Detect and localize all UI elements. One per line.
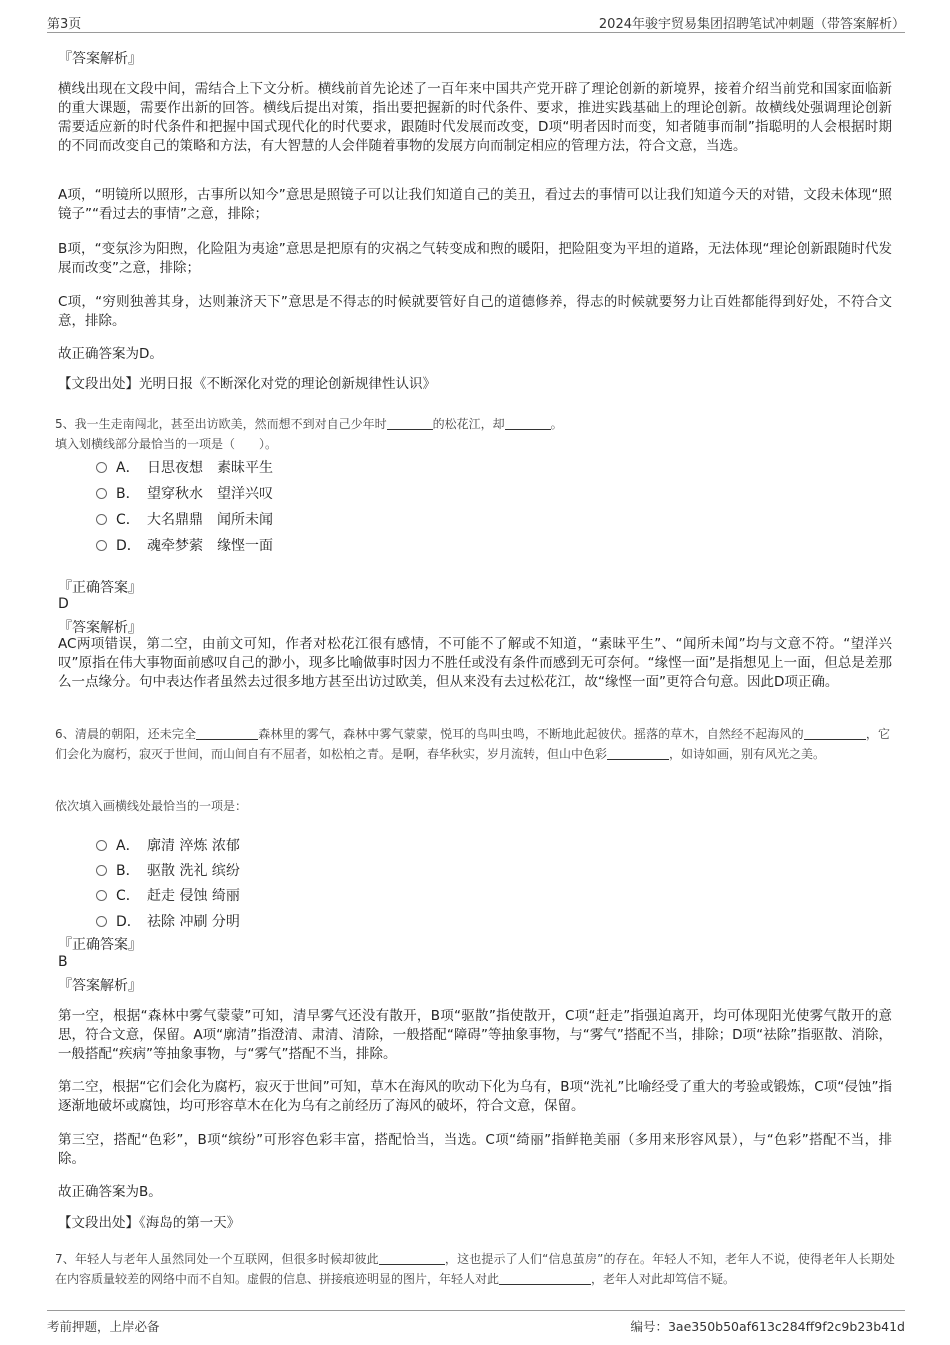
q6-answer-title: 『正确答案』 xyxy=(58,937,142,953)
radio-icon[interactable] xyxy=(96,462,107,473)
option-letter: A． xyxy=(116,460,140,476)
q6-option-b[interactable] xyxy=(96,860,240,880)
option-text: 赶走 侵蚀 绮丽 xyxy=(147,888,240,904)
option-text: 望穿秋水 望洋兴叹 xyxy=(147,486,273,502)
q7-blank-1 xyxy=(379,1252,445,1265)
option-text: 驱散 洗礼 缤纷 xyxy=(147,863,240,879)
q7-stem xyxy=(55,1249,895,1289)
q6-answer: B xyxy=(58,954,68,970)
radio-icon[interactable] xyxy=(96,865,107,876)
q7-stem-part-2: ，这也提示了人们“信息茧房”的存在。年轻人不知，老年人不说，使得 xyxy=(444,1252,823,1266)
q6-stem-part-1: 6、清晨的朝阳，还未完全 xyxy=(55,727,197,741)
q6-option-c[interactable] xyxy=(96,885,240,905)
q6-stem-part-4: ，如诗如 xyxy=(669,747,718,761)
q6-blank-2 xyxy=(804,727,866,740)
q6-analysis-paragraph-2: 第二空，根据“它们会化为腐朽，寂灭于世间”可知，草木在海风的吹动下化为乌有，B项“洗礼”比喻经受了重大的考验或锻炼，C项“侵蚀”指逐渐地破坏或腐蚀，均可形容草木在化为乌有之前经历了海风的破坏，符合文意，保留。 xyxy=(58,1079,892,1114)
q6-analysis-title: 『答案解析』 xyxy=(58,978,142,994)
option-letter: B． xyxy=(116,486,140,502)
option-text: 祛除 冲刷 分明 xyxy=(147,914,240,930)
q4-analysis-title: 『答案解析』 xyxy=(58,51,142,67)
q5-stem-part-3: 。 xyxy=(550,417,563,431)
q4-conclusion: 故正确答案为D。 xyxy=(58,346,163,362)
option-text: 廓清 淬炼 浓郁 xyxy=(147,838,240,854)
q5-option-a[interactable] xyxy=(96,457,273,477)
q4-analysis-paragraph-4: C项，“穷则独善其身，达则兼济天下”意思是不得志的时候就要管好自己的道德修养，得志的时候就要努力让百姓都能得到好处，不符合文意，排除。 xyxy=(58,294,892,329)
q6-conclusion: 故正确答案为B。 xyxy=(58,1184,162,1200)
radio-icon[interactable] xyxy=(96,840,107,851)
q4-analysis-paragraph-1: 横线出现在文段中间，需结合上下文分析。横线前首先论述了一百年来中国共产党开辟了理论创新的新境界，接着介绍当前党和国家面临新的重大课题，需要作出新的回答。横线后提出对策，指出要把握新的时代条件、要求，推进实践基础上的理论创新。故横线处强调理论创新需要适应新的时代条件和把握中国式现代化的时代要求，跟随时代发展而改变，D项“明者因时而变，知者随事而制”指聪明的人会根据时期的不同而改变自己的策略和方法，有大智慧的人会伴随着事物的发展方向而制定相应的管理方法，符合文意，当选。 xyxy=(58,81,892,154)
q5-instruction: 填入划横线部分最恰当的一项是（ ）。 xyxy=(55,437,278,451)
q6-option-d[interactable] xyxy=(96,911,240,931)
page-header xyxy=(47,10,905,33)
q6-stem-part-5: 画，别有风光之美。 xyxy=(717,747,826,761)
q5-option-b[interactable] xyxy=(96,483,273,503)
q4-analysis-paragraph-2: A项，“明镜所以照形，古事所以知今”意思是照镜子可以让我们知道自己的美丑，看过去的事情可以让我们知道今天的对错，文段未体现“照镜子”“看过去的事情”之意，排除； xyxy=(58,187,892,222)
q6-stem-part-3: ，它们会化为腐朽，寂灭于世间，而山间自有不屈者，如松柏之青。是啊，春华秋实，岁月流转，但山中色彩 xyxy=(55,727,890,761)
q6-stem-part-2: 森林里的雾气，森林中雾气蒙蒙，悦耳的鸟叫虫鸣，不断地此起彼伏。摇落的草木，自然经不起海风的 xyxy=(258,727,804,741)
radio-icon[interactable] xyxy=(96,514,107,525)
q5-blank-1 xyxy=(387,417,433,430)
q6-blank-1 xyxy=(196,727,258,740)
q6-instruction: 依次填入画横线处最恰当的一项是： xyxy=(55,799,248,813)
q7-stem-part-1: 7、年轻人与老年人虽然同处一个互联网，但很多时候却彼此 xyxy=(55,1252,379,1266)
radio-icon[interactable] xyxy=(96,890,107,901)
page-number: 第3页 xyxy=(47,17,82,32)
option-letter: D． xyxy=(116,538,141,554)
q5-answer-title: 『正确答案』 xyxy=(58,580,142,596)
option-text: 日思夜想 素昧平生 xyxy=(147,460,273,476)
q5-stem-part-1: 5、我一生走南闯北，甚至出访欧美，然而想不到对自己少年时 xyxy=(55,417,387,431)
option-letter: C． xyxy=(116,888,140,904)
q6-analysis-paragraph-3: 第三空，搭配“色彩”，B项“缤纷”可形容色彩丰富，搭配恰当，当选。C项“绮丽”指鲜艳美丽（多用来形容风景），与“色彩”搭配不当，排除。 xyxy=(58,1132,892,1167)
option-text: 魂牵梦萦 缘悭一面 xyxy=(147,538,273,554)
option-letter: A． xyxy=(116,838,140,854)
q6-blank-3 xyxy=(607,747,669,760)
document-id: 编号：3ae350b50af613c284ff9f2c9b23b41d xyxy=(630,1319,905,1334)
q5-answer: D xyxy=(58,596,69,612)
radio-icon[interactable] xyxy=(96,540,107,551)
footer-slogan: 考前押题，上岸必备 xyxy=(47,1319,160,1334)
q5-option-c[interactable] xyxy=(96,509,273,529)
q7-stem-part-4: ，老年人对此却笃信不疑。 xyxy=(591,1272,736,1286)
q7-blank-2 xyxy=(499,1272,591,1285)
option-letter: D． xyxy=(116,914,141,930)
q5-blank-2 xyxy=(505,417,551,430)
q5-stem-part-2: 的松花江，却 xyxy=(432,417,505,431)
q5-analysis-title: 『答案解析』 xyxy=(58,620,142,636)
q4-source: 【文段出处】光明日报《不断深化对党的理论创新规律性认识》 xyxy=(58,376,436,392)
document-title: 2024年骏宇贸易集团招聘笔试冲刺题（带答案解析） xyxy=(598,17,905,32)
option-letter: B． xyxy=(116,863,140,879)
q7-stem-part-3: 老年人长期处在内容质量较差的网络中而不自知。虚假的信息、拼接痕迹明显的图片，年轻人对此 xyxy=(55,1252,895,1286)
q5-analysis: AC两项错误，第二空，由前文可知，作者对松花江很有感情，不可能不了解或不知道，“素昧平生”、“闻所未闻”均与文意不符。“望洋兴叹”原指在伟大事物面前感叹自己的渺小，现多比喻做事时因力不胜任或没有条件而感到无可奈何。“缘悭一面”是指想见上一面，但总是差那么一点缘分。句中表达作者虽然去过很多地方甚至出访过欧美，但从来没有去过松花江，故“缘悭一面”更符合句意。因此D项正确。 xyxy=(58,636,892,690)
q5-option-d[interactable] xyxy=(96,535,273,555)
radio-icon[interactable] xyxy=(96,488,107,499)
q5-stem xyxy=(55,414,900,434)
q6-source: 【文段出处】《海岛的第一天》 xyxy=(58,1215,241,1231)
q6-option-a[interactable] xyxy=(96,835,240,855)
q6-stem xyxy=(55,724,890,764)
q6-analysis-paragraph-1: 第一空，根据“森林中雾气蒙蒙”可知，清早雾气还没有散开，B项“驱散”指使散开，C项“赶走”指强迫离开，均可体现阳光使雾气散开的意思，符合文意，保留。A项“廓清”指澄清、肃清、清除，一般搭配“障碍”等抽象事物，与“雾气”搭配不当，排除；D项“祛除”指驱散、消除，一般搭配“疾病”等抽象事物，与“雾气”搭配不当，排除。 xyxy=(58,1008,892,1062)
option-letter: C． xyxy=(116,512,140,528)
page-footer xyxy=(47,1310,905,1337)
option-text: 大名鼎鼎 闻所未闻 xyxy=(147,512,273,528)
q4-analysis-paragraph-3: B项，“变氛沴为阳煦，化险阻为夷途”意思是把原有的灾祸之气转变成和煦的暖阳，把险阻变为平坦的道路，无法体现“理论创新跟随时代发展而改变”之意，排除； xyxy=(58,241,892,276)
radio-icon[interactable] xyxy=(96,916,107,927)
